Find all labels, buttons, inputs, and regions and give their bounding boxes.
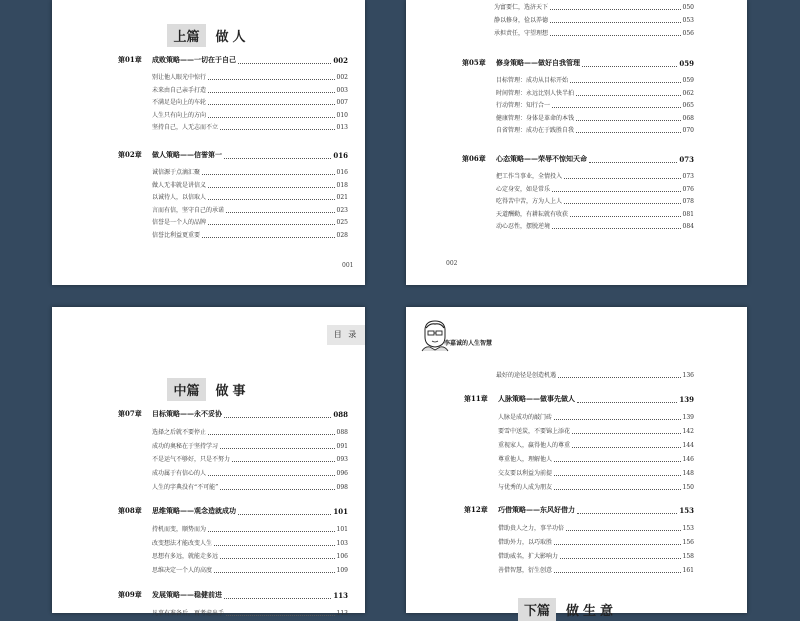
dot-leader (576, 131, 681, 133)
toc-entry (152, 217, 348, 226)
page-ref: 068 (682, 114, 694, 122)
toc-entry (152, 441, 348, 450)
chapter-label (118, 409, 222, 419)
dot-leader (208, 186, 335, 188)
toc-entry (152, 122, 348, 131)
dot-leader (576, 94, 681, 96)
page-ref: 078 (682, 198, 694, 206)
dot-leader (577, 401, 677, 403)
dot-leader (232, 460, 335, 462)
page-ref: 016 (333, 151, 348, 160)
entry-title: 持机而变，顺势而为 (152, 526, 207, 533)
chapter-label (462, 58, 580, 68)
page-ref: 023 (336, 206, 348, 214)
dot-leader (554, 474, 681, 476)
chapter-label (118, 590, 222, 600)
page-ref: 153 (682, 525, 694, 532)
toc-entry (498, 468, 694, 477)
toc-entry (498, 482, 694, 491)
page-ref: 146 (682, 455, 694, 463)
dot-leader (554, 418, 681, 420)
page-ref: 025 (336, 219, 348, 227)
dot-leader (208, 223, 335, 225)
book-title-header: 李嘉诚的人生智慧 (444, 340, 493, 347)
page-ref: 076 (682, 185, 694, 193)
chapter-heading (118, 409, 348, 419)
page-ref: 103 (336, 539, 348, 547)
toc-entry (152, 192, 348, 201)
part-label: 中篇 (167, 378, 205, 401)
dot-leader (560, 557, 681, 559)
dot-leader (208, 433, 335, 435)
chapter-number: 第02章 (118, 150, 142, 159)
chapter-label (118, 506, 236, 516)
dot-leader (564, 177, 681, 179)
toc-page-top-left (52, 0, 365, 285)
page-ref: 142 (682, 427, 694, 435)
page-ref: 002 (333, 56, 348, 65)
chapter-heading (118, 55, 348, 65)
toc-entry (152, 85, 348, 94)
entry-title: 坚持自己，人无志而不立 (152, 124, 219, 132)
dot-leader (572, 446, 681, 448)
entry-title: 以诚待人，以信取人 (152, 194, 207, 202)
toc-entry (498, 426, 694, 435)
dot-leader (570, 215, 681, 217)
page-ref: 088 (333, 410, 348, 419)
page-ref: 158 (682, 552, 694, 560)
dot-leader (552, 227, 681, 229)
toc-entry (152, 110, 348, 119)
toc-page-bottom-left (52, 307, 365, 617)
toc-entry (496, 184, 694, 193)
toc-entry (496, 100, 694, 109)
toc-entry (152, 97, 348, 106)
dot-leader (570, 81, 681, 83)
dot-leader (224, 597, 331, 599)
entry-title: 人脉是成功的敲门砖 (498, 414, 553, 421)
entry-title: 做人无非就是讲信义 (152, 181, 207, 189)
chapter-heading (462, 154, 694, 164)
page-ref: 010 (336, 111, 348, 119)
page-ref: 056 (682, 30, 694, 38)
toc-entry (498, 454, 694, 463)
chapter-title: 做人策略——信誉第一 (152, 150, 222, 159)
dot-leader (224, 157, 331, 159)
toc-entry (498, 440, 694, 449)
dot-leader (550, 8, 681, 10)
dot-leader (208, 103, 335, 105)
dot-leader (208, 116, 335, 118)
page-ref: 093 (336, 456, 348, 464)
page-ref: 101 (336, 526, 348, 533)
toc-entry (152, 468, 348, 477)
page-ref: 153 (679, 506, 694, 515)
dot-leader (220, 447, 335, 449)
dot-leader (550, 34, 681, 36)
entry-title: 目标管理：成功从目标开始 (496, 77, 569, 84)
page-ref: 091 (336, 442, 348, 450)
page-ref: 150 (682, 483, 694, 491)
dot-leader (572, 432, 681, 434)
page-ref: 018 (336, 181, 348, 189)
dot-leader (214, 544, 335, 546)
entry-title: 善借智慧，衍生创意 (498, 566, 553, 574)
page-ref: 088 (336, 429, 348, 436)
page-ref: 106 (336, 553, 348, 561)
page-ref: 013 (336, 124, 348, 132)
page-number: 002 (446, 260, 458, 267)
dot-leader (589, 161, 677, 163)
chapter-heading (118, 150, 348, 160)
part-title (52, 24, 365, 47)
chapter-label (464, 505, 575, 515)
entry-title: 人生的字典没有“不可能” (152, 483, 219, 491)
dot-leader (554, 571, 681, 573)
entry-title: 吃得苦中苦，方为人上人 (496, 198, 563, 206)
entry-title: 别让他人眼光中惊行 (152, 74, 207, 81)
dot-leader (208, 78, 335, 80)
entry-title: 不是运气不够好，只是不努力 (152, 456, 231, 464)
entry-title: 为富要仁，选济天下 (494, 4, 549, 11)
page-ref: 070 (682, 127, 694, 135)
entry-title: 改变想法才能改变人生 (152, 539, 213, 547)
dot-leader (238, 62, 331, 64)
dot-leader (582, 65, 677, 67)
chapter-heading (464, 505, 694, 515)
page-ref: 059 (682, 77, 694, 84)
entry-title: 尊重他人，理解他人 (498, 455, 553, 463)
page-ref: 050 (682, 4, 694, 11)
dot-leader (554, 543, 681, 545)
dot-leader (552, 106, 681, 108)
toc-entry (152, 608, 348, 617)
entry-title: 时间管理：永远比别人快半拍 (496, 89, 575, 97)
toc-entry (494, 2, 694, 11)
entry-title: 静以修身，俭以养德 (494, 17, 549, 25)
dot-leader (208, 91, 335, 93)
entry-title: 自省管理：成功在于践胜自我 (496, 127, 575, 135)
page-ref: 065 (682, 102, 694, 110)
toc-entry (496, 221, 694, 230)
entry-title: 要雪中送炭，不要锦上添花 (498, 427, 571, 435)
entry-title: 人生只有向上的方向 (152, 111, 207, 119)
chapter-number: 第07章 (118, 409, 142, 418)
entry-title: 成功的奥秘在于坚持学习 (152, 442, 219, 450)
page-ref: 007 (336, 99, 348, 107)
dot-leader (220, 128, 335, 130)
page-ref: 021 (336, 194, 348, 202)
entry-title: 把工作当事业，全情投入 (496, 173, 563, 180)
chapter-heading (118, 590, 348, 600)
chapter-number: 第05章 (462, 58, 486, 67)
page-ref: 109 (336, 567, 348, 575)
page-ref: 144 (682, 441, 694, 449)
page-ref: 161 (682, 566, 694, 574)
entry-title: 言而有信，坚守自己的承诺 (152, 206, 225, 214)
toc-entry (496, 125, 694, 134)
page-ref: 096 (336, 470, 348, 478)
page-ref: 073 (679, 155, 694, 164)
toc-entry (496, 370, 694, 379)
page-ref: 003 (336, 86, 348, 94)
part-label: 上篇 (167, 24, 205, 47)
chapter-title: 心态策略——荣辱不惊知天命 (496, 154, 587, 163)
chapter-heading (118, 506, 348, 516)
entry-title: 重视家人，赢得他人的尊重 (498, 441, 571, 449)
dot-leader (208, 530, 335, 532)
toc-entry (496, 196, 694, 205)
entry-title: 选择之后就不要停止 (152, 429, 207, 436)
toc-entry (498, 523, 694, 532)
chapter-title: 修身策略——做好自我管理 (496, 58, 580, 67)
dot-leader (202, 173, 335, 175)
toc-entry (498, 537, 694, 546)
toc-entry (496, 209, 694, 218)
toc-entry (152, 454, 348, 463)
dot-leader (554, 460, 681, 462)
chapter-label (118, 55, 236, 65)
entry-title: 最好的途径是创造机遇 (496, 372, 557, 379)
entry-title: 天道酬勤，有耕耘就有收获 (496, 210, 569, 218)
chapter-number: 第12章 (464, 505, 488, 514)
page-ref: 084 (682, 223, 694, 231)
toc-entry (152, 427, 348, 436)
toc-page-top-right (406, 0, 747, 285)
chapter-label (118, 150, 222, 160)
entry-title: 未来由自己亲手打造 (152, 86, 207, 94)
toc-page-bottom-right (406, 307, 747, 619)
entry-title: 承担责任，守望理想 (494, 30, 549, 38)
toc-entry (152, 551, 348, 560)
toc-entry (152, 482, 348, 491)
entry-title: 思想有多远，就能走多远 (152, 553, 219, 561)
toc-entry (494, 28, 694, 37)
dot-leader (564, 202, 681, 204)
dot-leader (220, 488, 334, 490)
chapter-title: 思维策略——观念造就成功 (152, 506, 236, 515)
page-ref: 053 (682, 17, 694, 25)
page-ref: 062 (682, 89, 694, 97)
chapter-title: 目标策略——永不妥协 (152, 409, 222, 418)
toc-entry (496, 88, 694, 97)
entry-title: 借助威名，扩大影响力 (498, 552, 559, 560)
chapter-title: 发展策略——稳健前进 (152, 590, 222, 599)
entry-title: 不满足是向上的车轮 (152, 99, 207, 107)
toc-tab: 目 录 (327, 325, 365, 345)
page-ref: 139 (679, 395, 694, 404)
toc-entry (498, 565, 694, 574)
page-ref: 136 (682, 372, 694, 379)
page-ref: 081 (682, 210, 694, 218)
dot-leader (214, 571, 335, 573)
entry-title: 动心忍性，摆脱逆境 (496, 223, 551, 231)
entry-title: 借助贵人之力，事半功倍 (498, 525, 565, 532)
chapter-number: 第01章 (118, 55, 142, 64)
entry-title: 借助外力，以巧取胜 (498, 538, 553, 546)
dot-leader (552, 190, 681, 192)
toc-entry (496, 75, 694, 84)
chapter-number: 第08章 (118, 506, 142, 515)
dot-leader (577, 512, 677, 514)
toc-entry (152, 538, 348, 547)
part-name: 做人 (215, 30, 250, 45)
toc-entry (152, 167, 348, 176)
chapter-number: 第06章 (462, 154, 486, 163)
dot-leader (566, 529, 681, 531)
entry-title: 思维决定一个人的高度 (152, 567, 213, 575)
part-label: 下篇 (518, 598, 556, 621)
dot-leader (576, 119, 681, 121)
dot-leader (238, 513, 331, 515)
toc-entry (498, 551, 694, 560)
entry-title: 成功属于有信心的人 (152, 470, 207, 478)
page-ref: 113 (336, 610, 348, 617)
entry-title: 凡事有准备后，再考虑出手 (152, 610, 225, 617)
entry-title: 交友要以利益为前提 (498, 469, 553, 477)
dot-leader (208, 198, 335, 200)
toc-entry (152, 524, 348, 533)
chapter-heading (462, 58, 694, 68)
page-ref: 016 (336, 169, 348, 176)
page-ref: 156 (682, 538, 694, 546)
page-ref: 059 (679, 59, 694, 68)
entry-title: 健康管理：身体是革命的本钱 (496, 114, 575, 122)
toc-entry (152, 565, 348, 574)
chapter-number: 第11章 (464, 394, 488, 403)
entry-title: 与优秀的人成为朋友 (498, 483, 553, 491)
page-ref: 098 (336, 483, 348, 491)
dot-leader (558, 376, 681, 378)
dot-leader (202, 236, 335, 238)
page-ref: 113 (333, 591, 348, 600)
toc-entry (152, 72, 348, 81)
toc-entry (496, 113, 694, 122)
chapter-title: 成败策略——一切在于自己 (152, 55, 236, 64)
chapter-label (462, 154, 587, 164)
chapter-number: 第09章 (118, 590, 142, 599)
chapter-heading (464, 394, 694, 404)
dot-leader (226, 614, 335, 616)
dot-leader (550, 21, 681, 23)
toc-entry (152, 205, 348, 214)
entry-title: 心定身安，如是常乐 (496, 185, 551, 193)
page-ref: 101 (333, 507, 348, 516)
page-ref: 148 (682, 469, 694, 477)
entry-title: 信誉比利益更重要 (152, 232, 201, 239)
dot-leader (224, 416, 331, 418)
dot-leader (220, 557, 335, 559)
toc-entry (152, 230, 348, 239)
page-ref: 028 (336, 232, 348, 239)
page-ref: 139 (682, 414, 694, 421)
chapter-label (464, 394, 575, 404)
part-title (52, 378, 365, 401)
entry-title: 行动管理：知行合一 (496, 102, 551, 110)
toc-entry (498, 412, 694, 421)
toc-entry (152, 180, 348, 189)
entry-title: 诚信源于点滴汇聚 (152, 169, 201, 176)
part-title (388, 598, 747, 621)
part-name: 做生意 (566, 604, 618, 619)
page-ref: 073 (682, 173, 694, 180)
dot-leader (208, 474, 335, 476)
dot-leader (554, 488, 681, 490)
chapter-title: 人脉策略——做事先做人 (498, 394, 575, 403)
chapter-title: 巧借策略——东风好借力 (498, 505, 575, 514)
dot-leader (226, 211, 335, 213)
entry-title: 信誉是一个人的品牌 (152, 219, 207, 227)
part-name: 做事 (215, 384, 250, 399)
page-ref: 002 (336, 74, 348, 81)
toc-entry (496, 171, 694, 180)
toc-entry (494, 15, 694, 24)
page-number: 001 (342, 262, 354, 269)
